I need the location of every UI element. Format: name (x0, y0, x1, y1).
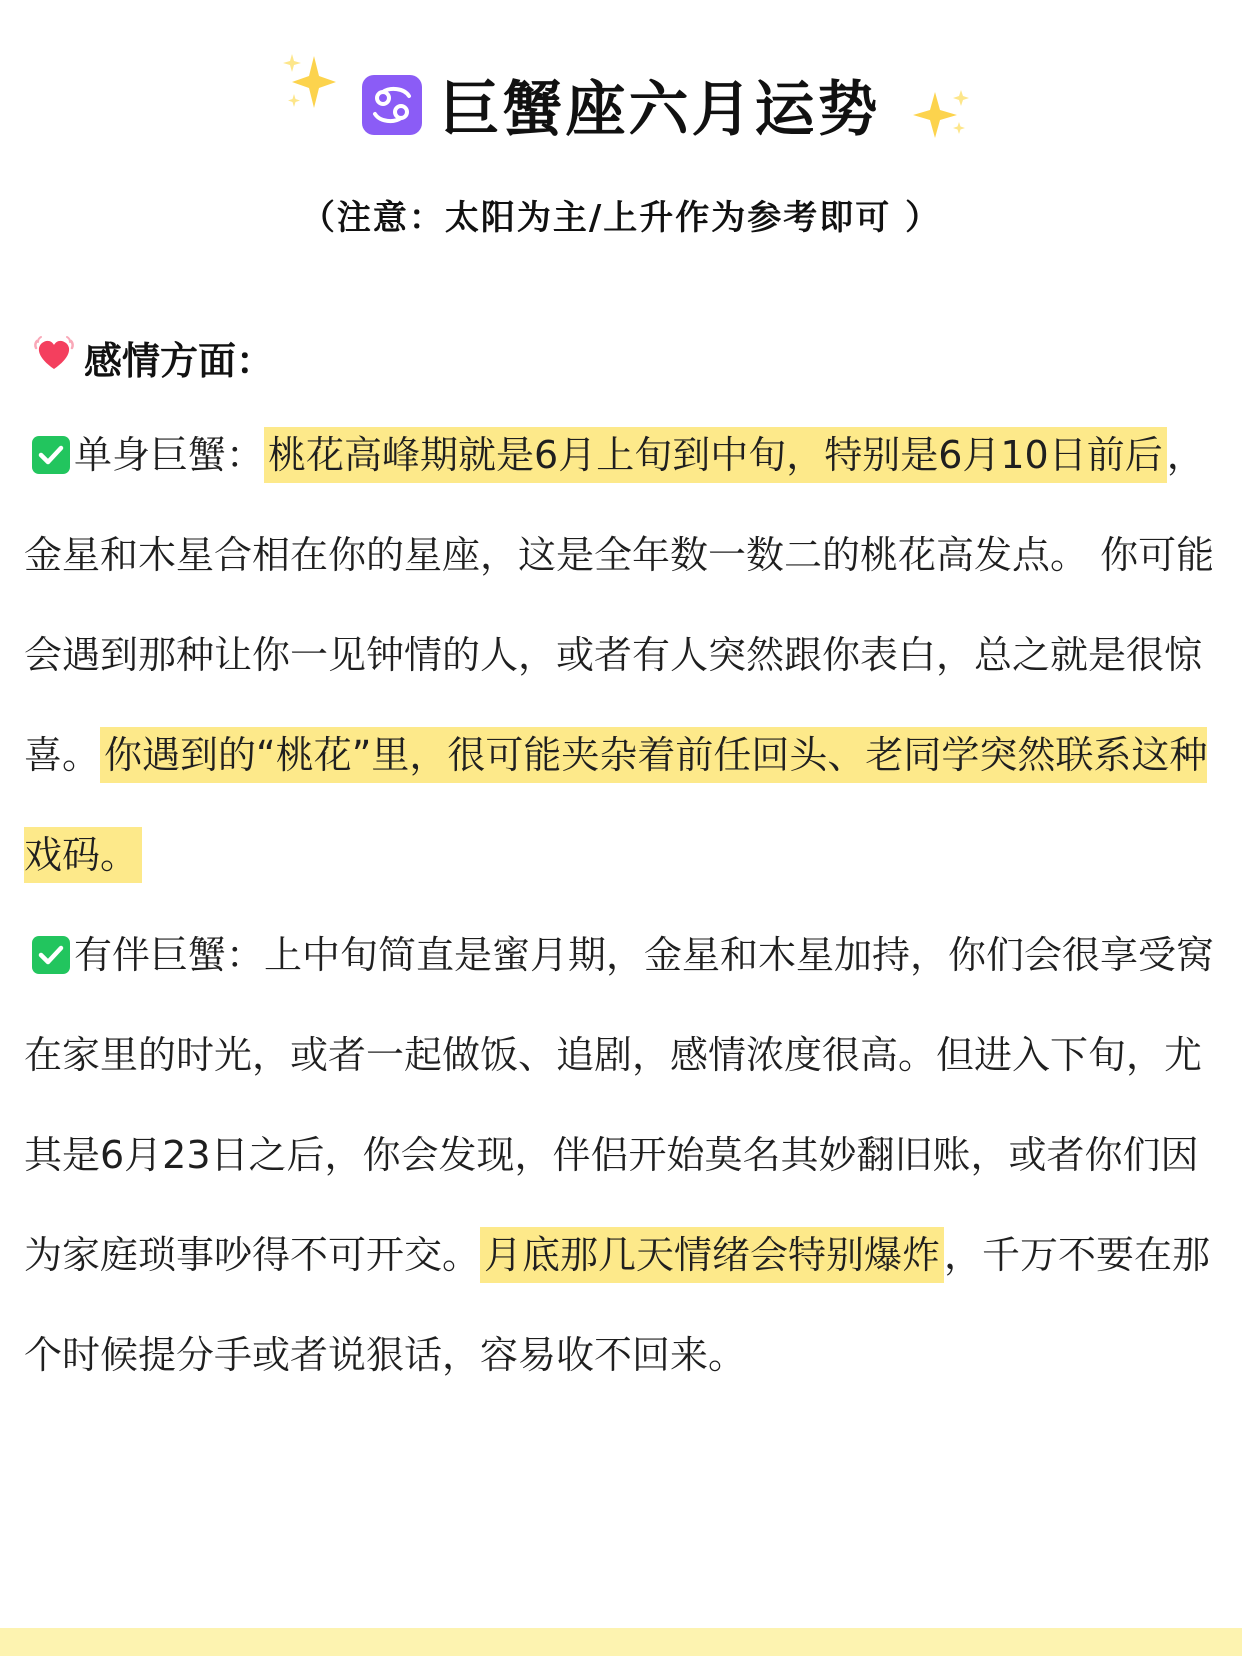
heart-icon (32, 333, 76, 382)
page-title: 巨蟹座六月运势 (439, 75, 881, 145)
section-heading-text: 感情方面： (84, 339, 275, 383)
section-heading (32, 330, 274, 385)
sparkles-icon (909, 84, 973, 148)
paragraph-partnered (24, 905, 1220, 1405)
highlighted-text: 月底那几天情绪会特别爆炸 (480, 1227, 944, 1283)
paragraph-text: ，千万不要在那个时候提分手或者说狠话，容易收不回来。 (24, 1233, 1211, 1377)
header (0, 62, 1242, 239)
cancer-zodiac-icon (362, 75, 422, 135)
bottom-strip (0, 1628, 1242, 1656)
paragraph-label: 有伴巨蟹： (74, 933, 265, 977)
check-mark-icon (32, 436, 70, 474)
paragraph-text: 上中旬简直是蜜月期，金星和木星加持，你们会很享受窝在家里的时光，或者一起做饭、追剧，感情浓度很高。但进入下旬，尤其是6月23日之后，你会发现，伴侣开始莫名其妙翻旧账，或者你们因为家庭琐事吵得不可开交。 (24, 933, 1215, 1277)
title-row (362, 62, 881, 148)
paragraph-label: 单身巨蟹： (74, 433, 265, 477)
highlighted-text: 你遇到的“桃花”里，很可能夹杂着前任回头、老同学突然联系这种戏码。 (24, 727, 1207, 883)
highlighted-text: 桃花高峰期就是6月上旬到中旬，特别是6月10日前后 (264, 427, 1167, 483)
sparkles-icon (280, 50, 340, 118)
check-mark-icon (32, 936, 70, 974)
paragraph-single (24, 405, 1220, 905)
content (24, 405, 1220, 1405)
page-subtitle: （注意：太阳为主/上升作为参考即可 ） (300, 198, 942, 238)
paragraph-text: ，金星和木星合相在你的星座，这是全年数一数二的桃花高发点。 你可能会遇到那种让你一见钟情的人，或者有人突然跟你表白，总之就是很惊喜。 (24, 433, 1215, 777)
